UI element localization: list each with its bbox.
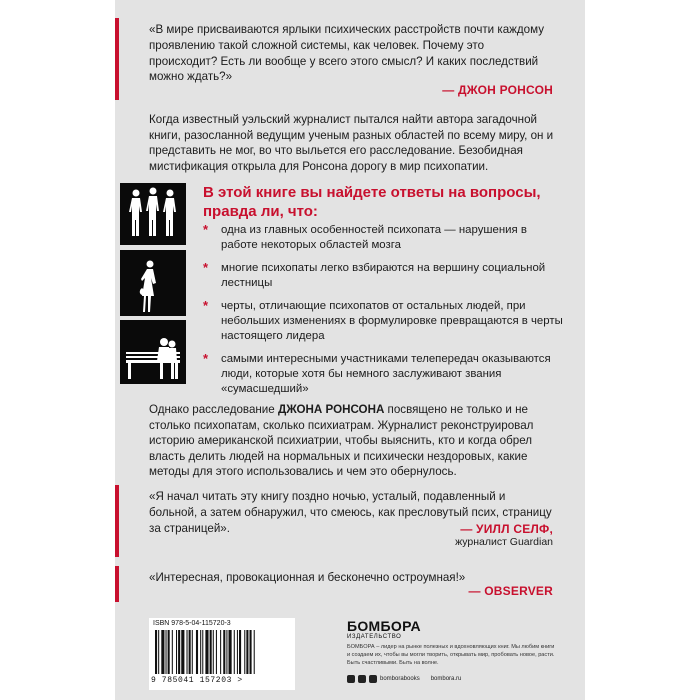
barcode-bar xyxy=(213,630,214,674)
list-item xyxy=(203,223,563,253)
barcode-bar xyxy=(166,630,167,674)
barcode-bar xyxy=(192,630,193,674)
barcode-bar xyxy=(202,630,203,674)
quote-observer: «Интересная, провокационная и бесконечно остроумная!» xyxy=(149,571,466,584)
questions-heading: В этой книге вы найдете ответы на вопросы, правда ли, что: xyxy=(203,184,541,220)
barcode-bar xyxy=(226,630,227,674)
second-paragraph xyxy=(149,402,565,480)
list-item-text: многие психопаты легко взбираются на вершину социальной лестницы xyxy=(221,262,546,289)
quote-accent-bar xyxy=(115,566,119,602)
intro-paragraph: Когда известный уэльский журналист пытался найти автора загадочной книги, разосланной ведущим ученым разных областей по всему миру, он и представить не мог, во что выльется его расследование. Безобидная мистификация открыла для Ронсона дорогу в мир психопатии. xyxy=(149,113,554,173)
publisher-blurb: БОМБОРА – лидер на рынке полезных и вдохновляющих книг. Мы любим книги и создаем их, чтобы вы могли творить, открывать мир, пробовать новое, расти. Быть счастливыми. Быть на волне. xyxy=(347,644,555,666)
publisher-sublabel: ИЗДАТЕЛЬСТВО xyxy=(347,634,402,640)
barcode-bar xyxy=(155,630,157,674)
quote-accent-bar xyxy=(115,485,119,557)
publisher-logo: БОМБОРА xyxy=(347,618,421,634)
barcode-bars-icon xyxy=(153,630,291,676)
barcode-bar xyxy=(234,630,235,674)
barcode-bar xyxy=(216,630,217,674)
barcode-bar xyxy=(210,630,212,674)
barcode-bar xyxy=(178,630,180,674)
book-back-cover xyxy=(115,0,585,700)
second-paragraph-author-name: ДЖОНА РОНСОНА xyxy=(277,403,385,416)
barcode-bar xyxy=(237,630,238,674)
barcode-bar xyxy=(172,630,173,674)
social-row xyxy=(347,675,461,683)
list-item xyxy=(203,352,563,397)
barcode-bar xyxy=(246,630,248,674)
list-item xyxy=(203,299,563,344)
barcode-bar xyxy=(205,630,208,674)
asterisk-bullet-icon: * xyxy=(203,222,209,237)
quote-observer-author: — OBSERVER xyxy=(468,584,553,598)
people-silhouette-icon xyxy=(120,183,186,245)
barcode-bar xyxy=(239,630,241,674)
barcode-bar xyxy=(181,630,184,674)
asterisk-bullet-icon: * xyxy=(203,351,209,366)
questions-list xyxy=(203,223,563,405)
barcode-bar xyxy=(223,630,225,674)
vk-icon xyxy=(358,675,366,683)
barcode-bar xyxy=(250,630,252,674)
barcode-bar xyxy=(168,630,170,674)
facebook-icon xyxy=(347,675,355,683)
quote-self-author xyxy=(455,522,553,548)
barcode-bar xyxy=(254,630,255,674)
woman-silhouette-icon xyxy=(120,250,186,316)
list-item-text: одна из главных особенностей психопата — нарушения в работе некоторых областей мозга xyxy=(221,224,527,251)
barcode-bar xyxy=(158,630,159,674)
publisher-site: bombora.ru xyxy=(430,676,462,682)
list-item xyxy=(203,261,563,291)
barcode-bar xyxy=(161,630,164,674)
list-item-text: черты, отличающие психопатов от остальных людей, при небольших изменениях в формулировке превращаются в черты настоящего лидера xyxy=(221,300,563,342)
youtube-icon xyxy=(369,675,377,683)
barcode-bar xyxy=(187,630,188,674)
second-paragraph-after: посвящено не только и не столько психопатам, сколько психиатрам. Журналист реконструировал историю американской психиатрии, чтобы выяснить, кто и когда обрел власть делить людей на нормальных и психически нездоровых, какие методы для этого использовались и чем это обернулось. xyxy=(149,403,534,478)
list-item-text: самыми интересными участниками телепередач оказываются люди, которые хотя бы немного заслуживают звания «сумасшедший» xyxy=(221,353,551,395)
barcode-bar xyxy=(189,630,191,674)
quote-ronson: «В мире присваиваются ярлыки психических расстройств почти каждому проявлению такой сложной системы, как человек. Почему это происходит? Есть ли вообще у всего этого смысл? И каких последствий можно ждать?» xyxy=(149,23,545,84)
isbn-text: ISBN 978-5-04-115720-3 xyxy=(153,620,231,627)
quote-ronson-author: — ДЖОН РОНСОН xyxy=(442,83,553,97)
barcode-bar xyxy=(196,630,198,674)
barcode xyxy=(149,618,295,690)
asterisk-bullet-icon: * xyxy=(203,298,209,313)
asterisk-bullet-icon: * xyxy=(203,260,209,275)
barcode-bar xyxy=(220,630,221,674)
quote-self: «Я начал читать эту книгу поздно ночью, усталый, подавленный и больной, а затем обнаружил, что смеюсь, как пресловутый псих, страницу за страницей». xyxy=(149,490,552,535)
social-handle: bomborabooks xyxy=(380,676,420,682)
barcode-bar xyxy=(176,630,177,674)
quote-accent-bar xyxy=(115,18,119,100)
second-paragraph-before: Однако расследование xyxy=(149,403,278,416)
barcode-bar xyxy=(244,630,245,674)
barcode-bar xyxy=(229,630,232,674)
quote-self-author-role: журналист Guardian xyxy=(455,536,553,548)
barcode-bar xyxy=(200,630,201,674)
quote-self-author-name: — УИЛЛ СЕЛФ, xyxy=(460,522,553,536)
barcode-digits: 9 785041 157203 > xyxy=(151,676,243,685)
bench-couple-silhouette-icon xyxy=(120,320,186,384)
